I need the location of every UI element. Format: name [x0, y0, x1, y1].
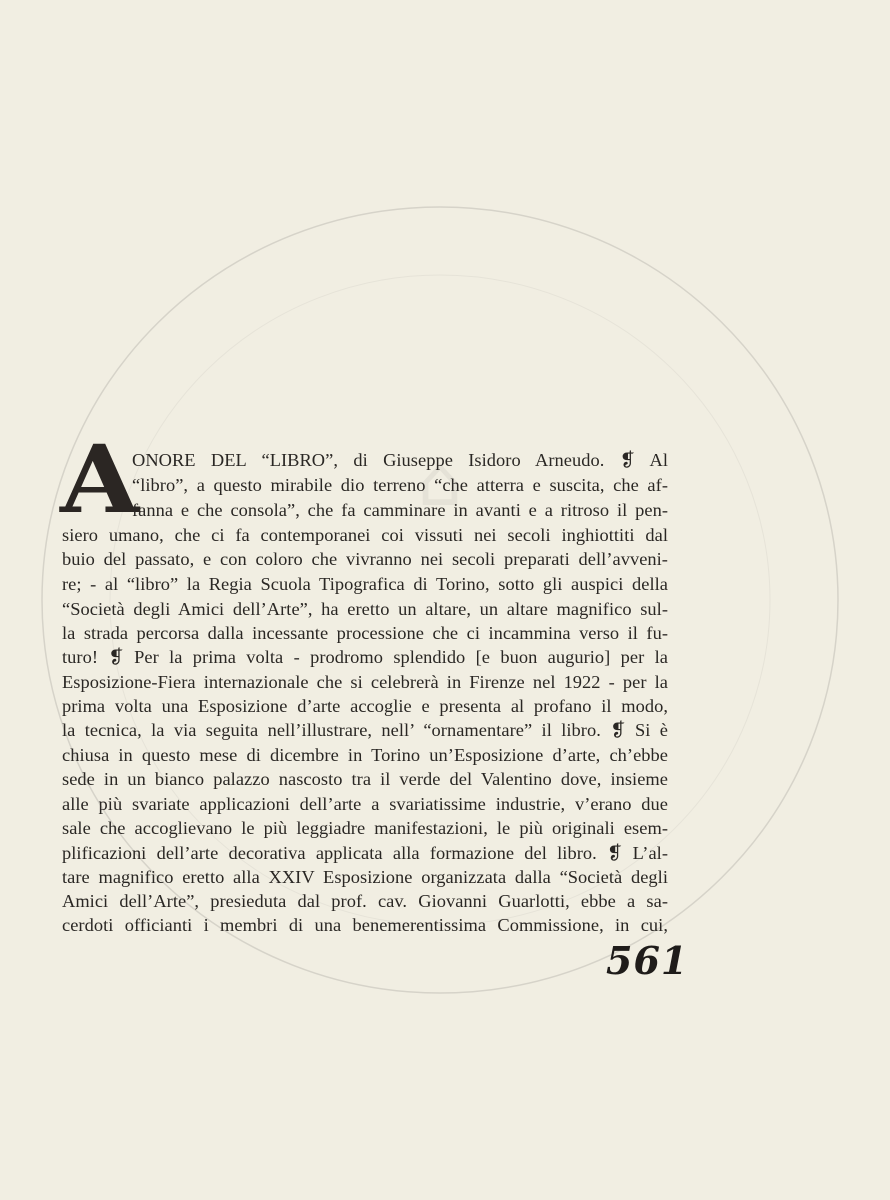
text-line: sale che accoglievano le più leggiadre manifestazioni, le più originali esem- [62, 818, 668, 838]
text-line: fanna e che consola”, che fa camminare in avanti e a ritroso il pen- [132, 500, 668, 520]
text-line: prima volta una Esposizione d’arte accoglie e presenta al profano il modo, [62, 696, 668, 716]
text-line: “libro”, a questo mirabile dio terreno “che atterra e suscita, che af- [132, 475, 668, 495]
text-line: la tecnica, la via seguita nell’illustrare, nell’ “ornamentare” il libro. ❡ Si è [62, 720, 668, 740]
text-line: Amici dell’Arte”, presieduta dal prof. cav. Giovanni Guarlotti, ebbe a sa- [62, 891, 668, 911]
text-line: tare magnifico eretto alla XXIV Esposizione organizzata dalla “Società degli [62, 867, 668, 887]
text-line: chiusa in questo mese di dicembre in Torino un’Esposizione d’arte, ch’ebbe [62, 745, 668, 765]
text-line: Esposizione-Fiera internazionale che si celebrerà in Firenze nel 1922 - per la [62, 672, 668, 692]
text-line: turo! ❡ Per la prima volta - prodromo splendido [e buon augurio] per la [62, 647, 668, 667]
text-line: cerdoti officianti i membri di una benemerentissima Commissione, in cui, [62, 915, 668, 935]
text-line: ONORE DEL “LIBRO”, di Giuseppe Isidoro Arneudo. ❡ Al [132, 450, 668, 470]
page-number: 561 [606, 938, 689, 983]
svg-text:⌂: ⌂ [417, 440, 463, 522]
text-line: re; - al “libro” la Regia Scuola Tipografica di Torino, sotto gli auspici della [62, 574, 668, 594]
drop-cap: A [60, 424, 140, 536]
text-line: sede in un bianco palazzo nascosto tra il verde del Valentino dove, insieme [62, 769, 668, 789]
text-line: “Società degli Amici dell’Arte”, ha eretto un altare, un altare magnifico sul- [62, 599, 668, 619]
text-line: siero umano, che ci fa contemporanei coi vissuti nei secoli inghiottiti dal [62, 525, 668, 545]
text-line: plificazioni dell’arte decorativa applicata alla formazione del libro. ❡ L’al- [62, 843, 668, 863]
text-line: buio del passato, e con coloro che vivranno nei secoli preparati dell’avveni- [62, 549, 668, 569]
text-line: la strada percorsa dalla incessante processione che ci incammina verso il fu- [62, 623, 668, 643]
text-line: alle più svariate applicazioni dell’arte a svariatissime industrie, v’erano due [62, 794, 668, 814]
